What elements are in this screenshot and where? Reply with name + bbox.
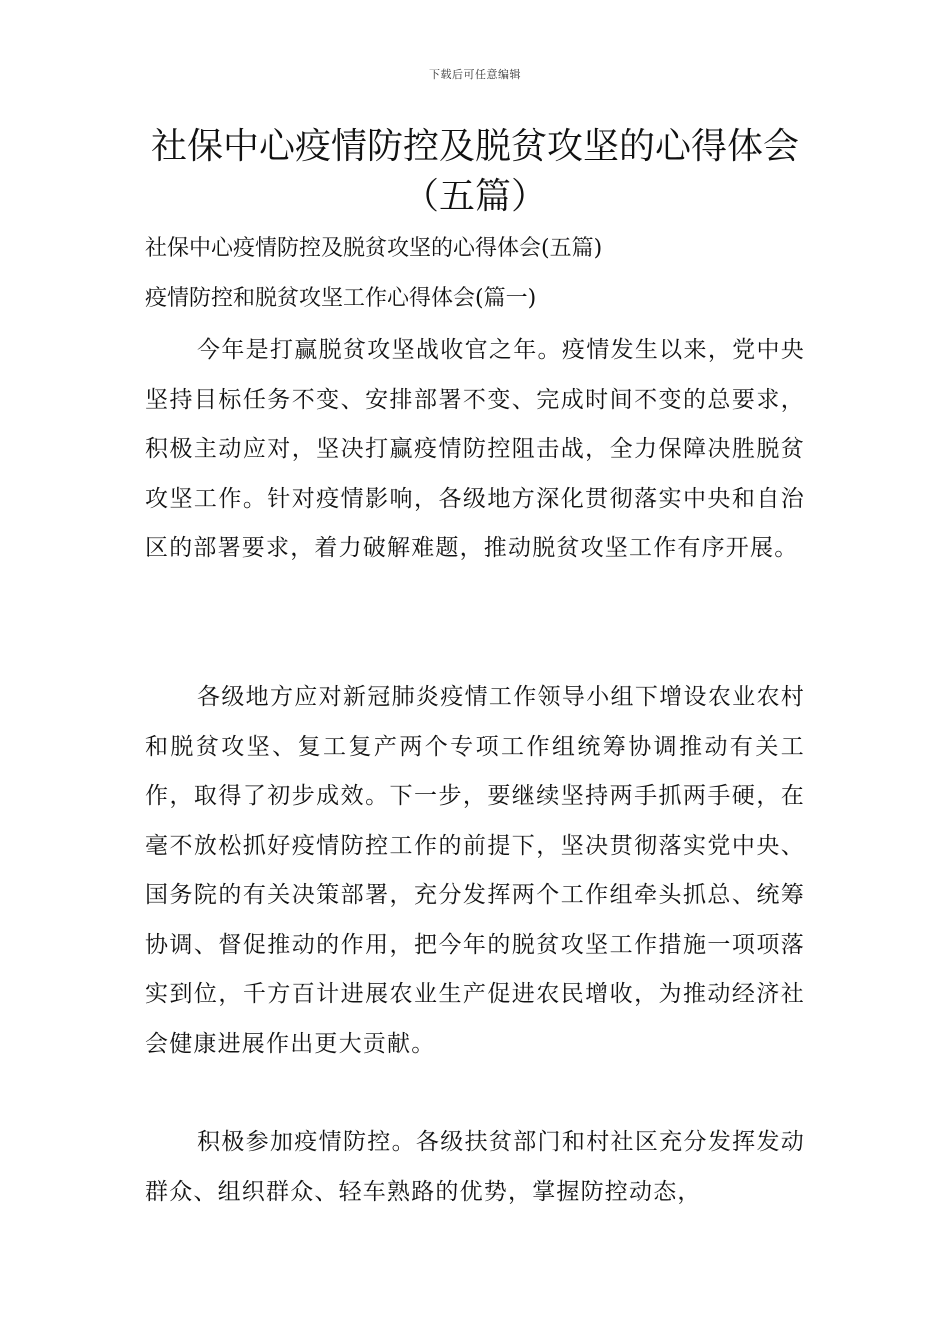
- paragraph-2: 各级地方应对新冠肺炎疫情工作领导小组下增设农业农村和脱贫攻坚、复工复产两个专项工作组统筹协调推动有关工作，取得了初步成效。下一步，要继续坚持两手抓两手硬，在毫不放松抓好疫情防控工作的前提下，坚决贯彻落实党中央、国务院的有关决策部署，充分发挥两个工作组牵头抓总、统筹协调、督促推动的作用，把今年的脱贫攻坚工作措施一项项落实到位，千方百计进展农业生产促进农民增收，为推动经济社会健康进展作出更大贡献。: [145, 684, 805, 1057]
- document-title: 社保中心疫情防控及脱贫攻坚的心得体会（五篇）: [150, 126, 799, 217]
- paragraph-1: 今年是打赢脱贫攻坚战收官之年。疫情发生以来，党中央坚持目标任务不变、安排部署不变、完成时间不变的总要求，积极主动应对，坚决打赢疫情防控阻击战，全力保障决胜脱贫攻坚工作。针对疫情影响，各级地方深化贯彻落实中央和自治区的部署要求，着力破解难题，推动脱贫攻坚工作有序开展。: [145, 337, 805, 561]
- header-note: 下载后可任意编辑: [429, 68, 521, 81]
- section-heading: 疫情防控和脱贫攻坚工作心得体会(篇一): [145, 286, 537, 311]
- document-subtitle: 社保中心疫情防控及脱贫攻坚的心得体会(五篇): [145, 236, 603, 261]
- paragraph-3: 积极参加疫情防控。各级扶贫部门和村社区充分发挥发动群众、组织群众、轻车熟路的优势，掌握防控动态，: [145, 1129, 805, 1205]
